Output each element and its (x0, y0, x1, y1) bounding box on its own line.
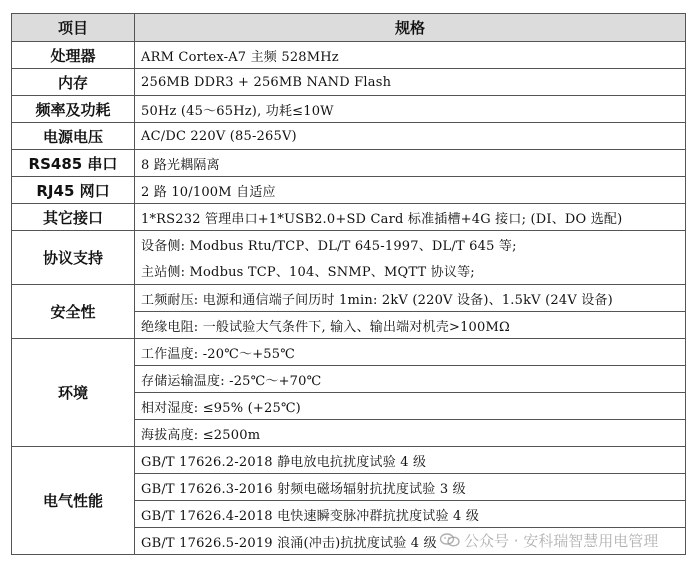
table-row (12, 150, 686, 177)
item-protocol: 协议支持 (12, 231, 135, 285)
table-row (12, 123, 686, 150)
item-electrical: 电气性能 (12, 447, 135, 555)
item-cpu: 处理器 (12, 42, 135, 69)
value-memory: 256MB DDR3 + 256MB NAND Flash (135, 69, 686, 96)
table-row (12, 447, 686, 474)
value-emc-radiated: GB/T 17626.3-2016 射频电磁场辐射抗扰度试验 3 级 (135, 474, 686, 501)
item-freq-power: 频率及功耗 (12, 96, 135, 123)
table-row (12, 231, 686, 258)
item-rs485: RS485 串口 (12, 150, 135, 177)
value-emc-surge: GB/T 17626.5-2019 浪涌(冲击)抗扰度试验 4 级 (135, 528, 686, 555)
value-emc-esd: GB/T 17626.2-2018 静电放电抗扰度试验 4 级 (135, 447, 686, 474)
value-env-altitude: 海拔高度: ≤2500m (135, 420, 686, 447)
item-other-interfaces: 其它接口 (12, 204, 135, 231)
item-supply: 电源电压 (12, 123, 135, 150)
spec-table (11, 13, 686, 555)
value-emc-eft: GB/T 17626.4-2018 电快速瞬变脉冲群抗扰度试验 4 级 (135, 501, 686, 528)
value-env-operating-temp: 工作温度: -20℃～+55℃ (135, 339, 686, 366)
value-safety-insulation: 绝缘电阻: 一般试验大气条件下, 输入、输出端对机壳>100MΩ (135, 312, 686, 339)
value-protocol-master: 主站侧: Modbus TCP、104、SNMP、MQTT 协议等; (135, 258, 686, 285)
table-row (12, 96, 686, 123)
table-row (12, 204, 686, 231)
value-supply: AC/DC 220V (85-265V) (135, 123, 686, 150)
value-cpu: ARM Cortex-A7 主频 528MHz (135, 42, 686, 69)
value-env-storage-temp: 存储运输温度: -25℃～+70℃ (135, 366, 686, 393)
item-memory: 内存 (12, 69, 135, 96)
value-protocol-device: 设备侧: Modbus Rtu/TCP、DL/T 645-1997、DL/T 645 等; (135, 231, 686, 258)
item-rj45: RJ45 网口 (12, 177, 135, 204)
value-safety-withstand: 工频耐压: 电源和通信端子间历时 1min: 2kV (220V 设备)、1.5kV (24V 设备) (135, 285, 686, 312)
watermark-text: 公众号 · 安科瑞智慧用电管理 (464, 532, 659, 550)
header-spec: 规格 (135, 14, 686, 42)
value-freq-power: 50Hz (45～65Hz), 功耗≤10W (135, 96, 686, 123)
table-header-row (12, 14, 686, 42)
value-env-humidity: 相对湿度: ≤95% (+25℃) (135, 393, 686, 420)
value-other-interfaces: 1*RS232 管理串口+1*USB2.0+SD Card 标准插槽+4G 接口; (DI、DO 选配) (135, 204, 686, 231)
header-item: 项目 (12, 14, 135, 42)
value-rj45: 2 路 10/100M 自适应 (135, 177, 686, 204)
table-row (12, 177, 686, 204)
table-row (12, 42, 686, 69)
table-row (12, 69, 686, 96)
item-environment: 环境 (12, 339, 135, 447)
table-row (12, 285, 686, 312)
table-row (12, 339, 686, 366)
value-rs485: 8 路光耦隔离 (135, 150, 686, 177)
item-safety: 安全性 (12, 285, 135, 339)
